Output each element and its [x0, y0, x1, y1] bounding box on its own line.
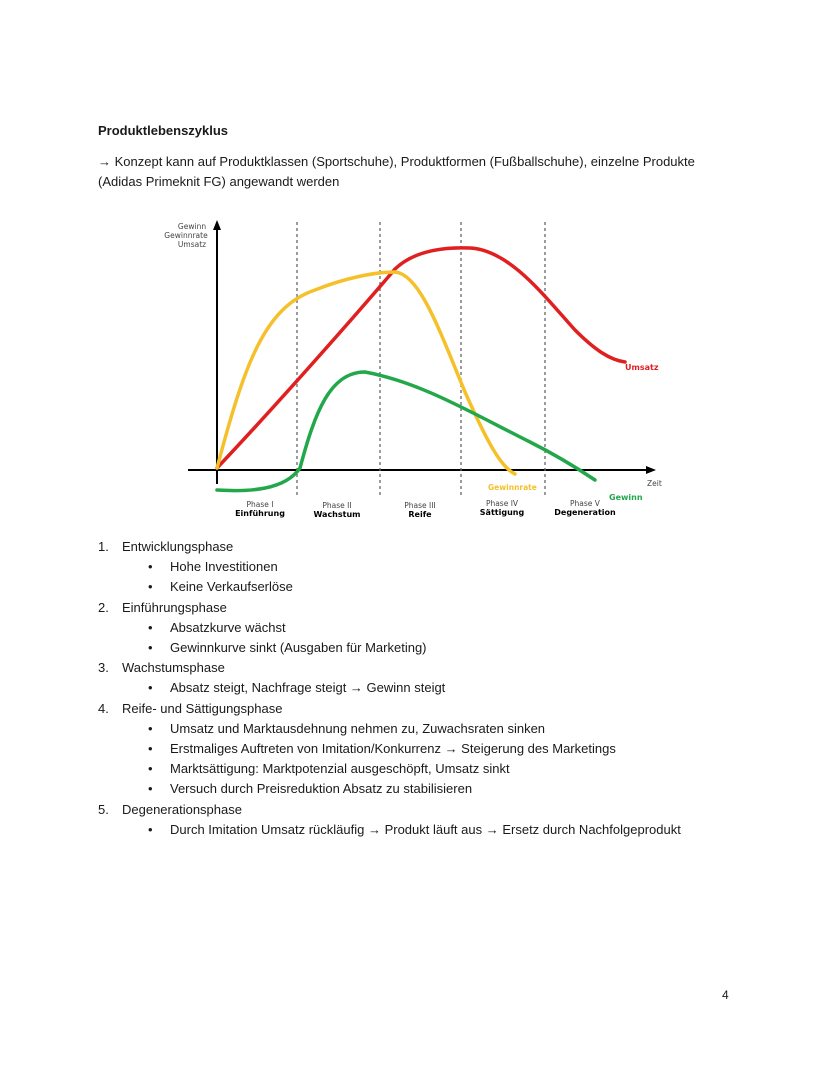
bullet-item — [148, 577, 758, 597]
bullet-list — [98, 557, 758, 597]
bullet-list — [98, 678, 758, 698]
phase-number: 5. — [98, 801, 109, 817]
bullet-text: Hohe Investitionen — [170, 559, 278, 575]
y-axis-label-line-1: Gewinn — [177, 222, 207, 231]
phase-label-2-name: Wachstum — [313, 510, 361, 519]
bullet-icon: • — [148, 761, 153, 777]
phase-label-4-name: Sättigung — [479, 508, 525, 517]
bullet-text: Marktsättigung: Marktpotenzial ausgeschöpft, Umsatz sinkt — [170, 761, 510, 777]
phase-number: 3. — [98, 660, 109, 676]
phase-label-3-name: Reife — [408, 510, 432, 519]
bullet-icon: • — [148, 640, 153, 656]
phase-number: 1. — [98, 539, 109, 554]
bullet-text: Versuch durch Preisreduktion Absatz zu stabilisieren — [170, 781, 473, 797]
x-axis-arrow — [646, 466, 656, 474]
page-number: 4 — [722, 988, 729, 1002]
phase-label-2-numeral: Phase II — [322, 501, 352, 510]
bullet-item — [148, 739, 758, 759]
phase-item — [98, 537, 758, 598]
bullet-item — [148, 618, 758, 638]
phase-label-4-numeral: Phase IV — [485, 499, 519, 508]
phase-item — [98, 800, 758, 840]
phase-label-1-numeral: Phase I — [246, 500, 274, 509]
bullet-text: Erstmaliges Auftreten von Imitation/Konkurrenz → Steigerung des Marketings — [170, 741, 616, 757]
bullet-item — [148, 719, 758, 739]
bullet-list — [98, 618, 758, 658]
bullet-icon: • — [148, 781, 153, 797]
bullet-icon: • — [148, 821, 153, 837]
bullet-icon: • — [148, 741, 153, 757]
bullet-icon: • — [148, 559, 153, 575]
y-axis-label-line-2: Gewinnrate — [164, 231, 208, 240]
series-gewinn-line — [217, 372, 595, 491]
phase-number: 4. — [98, 700, 109, 716]
phase-label-1-name: Einführung — [235, 509, 285, 518]
bullet-text: Umsatz und Marktausdehnung nehmen zu, Zuwachsraten sinken — [170, 720, 546, 736]
series-label-umsatz: Umsatz — [625, 363, 659, 372]
bullet-item — [148, 557, 758, 577]
phase-number: 2. — [98, 599, 109, 615]
series-label-gewinn: Gewinn — [609, 493, 643, 502]
intro-paragraph: → Konzept kann auf Produktklassen (Sportschuhe), Produktformen (Fußballschuhe), einzelne Produkte (Adidas Primeknit FG) angewandt werden — [98, 154, 695, 189]
phase-item — [98, 598, 758, 659]
bullet-text: Durch Imitation Umsatz rückläufig → Produkt läuft aus → Ersetz durch Nachfolgeprodukt — [170, 821, 681, 837]
y-axis-label-line-3: Umsatz — [177, 240, 207, 249]
phase-list — [98, 537, 758, 840]
bullet-text: Absatz steigt, Nachfrage steigt → Gewinn steigt — [170, 680, 446, 696]
bullet-icon: • — [148, 680, 153, 696]
phase-title: Entwicklungsphase — [122, 539, 234, 554]
bullet-item — [148, 638, 758, 658]
phase-label-5-numeral: Phase V — [570, 499, 600, 508]
bullet-item — [148, 759, 758, 779]
phase-item — [98, 658, 758, 698]
bullet-item — [148, 779, 758, 799]
bullet-list — [98, 719, 758, 800]
phase-item — [98, 699, 758, 800]
product-lifecycle-chart — [150, 212, 680, 530]
phase-label-5-name: Degeneration — [554, 508, 616, 517]
bullet-icon: • — [148, 579, 153, 595]
series-label-gewinnrate: Gewinnrate — [488, 483, 537, 492]
bullet-icon: • — [148, 720, 153, 736]
bullet-item — [148, 678, 758, 698]
phase-title: Reife- und Sättigungsphase — [122, 700, 283, 716]
bullet-icon: • — [148, 619, 153, 635]
phase-label-3-numeral: Phase III — [404, 501, 436, 510]
chart-svg — [150, 212, 680, 530]
series-umsatz-line — [217, 248, 625, 468]
bullet-text: Absatzkurve wächst — [170, 619, 286, 635]
phase-title: Degenerationsphase — [122, 801, 242, 817]
document-title: Produktlebenszyklus — [98, 123, 229, 138]
phase-title: Einführungsphase — [122, 599, 227, 615]
bullet-text: Gewinnkurve sinkt (Ausgaben für Marketing) — [170, 640, 427, 656]
y-axis-arrow — [213, 220, 221, 230]
bullet-text: Keine Verkaufserlöse — [170, 579, 293, 595]
bullet-item — [148, 820, 758, 840]
bullet-list — [98, 820, 758, 840]
x-axis-label: Zeit — [647, 479, 662, 488]
phase-title: Wachstumsphase — [122, 660, 225, 676]
